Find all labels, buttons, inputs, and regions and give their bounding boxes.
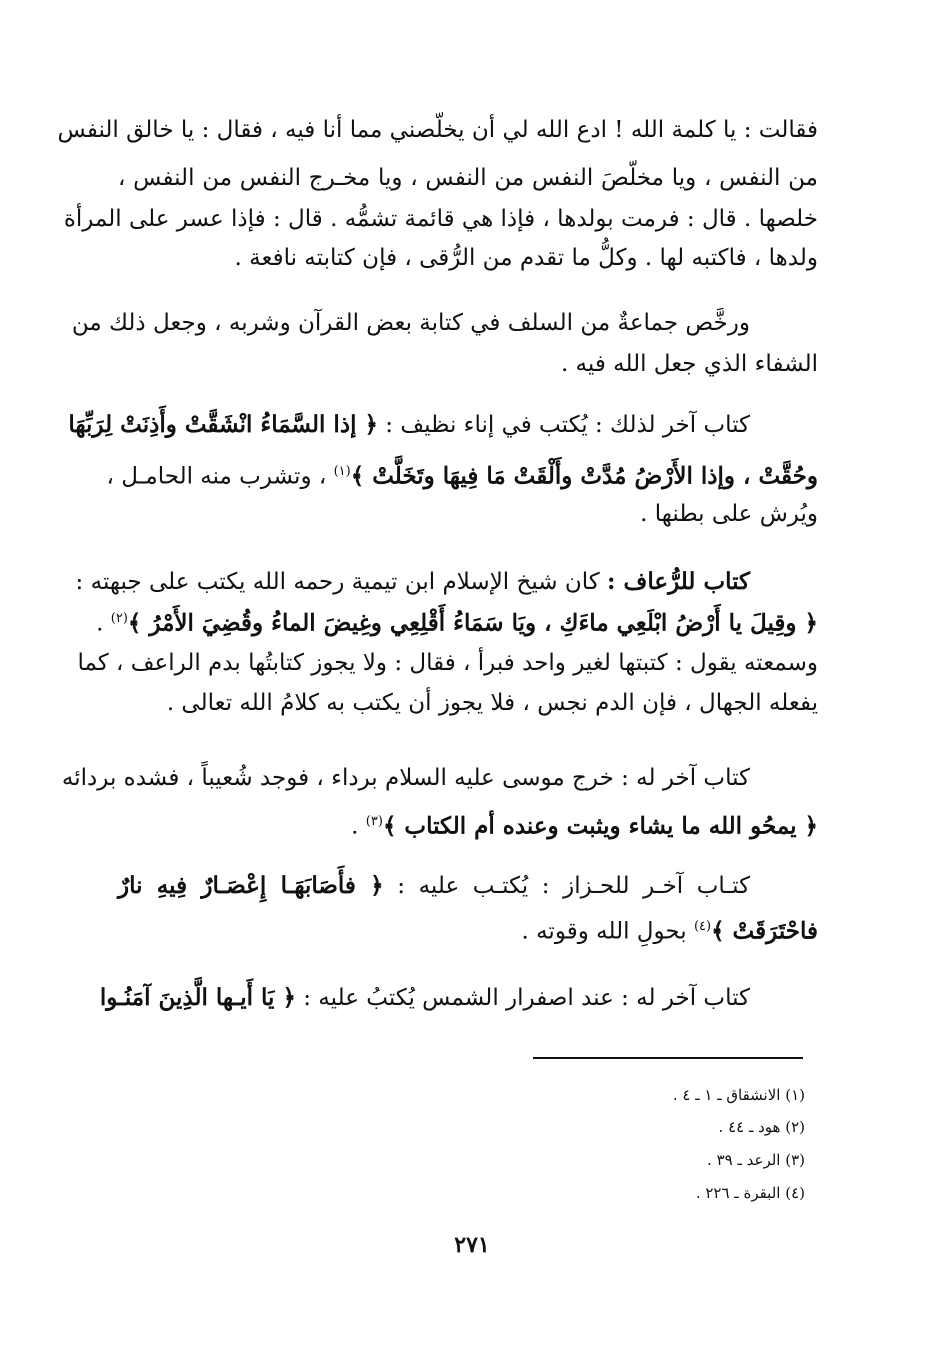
paragraph-4-line-4: يفعله الجهال ، فإن الدم نجس ، فلا يجوز أن يكتب به كلامُ الله تعالى .: [166, 690, 818, 716]
paragraph-6-rest: بحولِ الله وقوته .: [521, 918, 687, 945]
quran-verse: ﴿ يَا أَيـها الَّذِينَ آمَنُـوا: [99, 984, 296, 1011]
section-heading: كتاب للرُّعاف :: [607, 568, 750, 595]
footnote-4: (٤) البقرة ـ ٢٢٦ .: [695, 1184, 805, 1202]
paragraph-1-line-1: فقالت : يا كلمة الله ! ادع الله لي أن يخلّصني مما أنا فيه ، فقال : يا خالق النفس: [57, 117, 818, 143]
paragraph-5-line-2: [118, 802, 818, 842]
quran-verse: ﴿ إذا السَّمَاءُ انْشَقَّتْ وأَذِنَتْ لِرَبِّهَا: [68, 411, 378, 438]
paragraph-4-line-2: [96, 599, 818, 639]
paragraph-1-line-2: من النفس ، ويا مخلّصَ النفس من النفس ، ويا مخـرج النفس من النفس ،: [118, 165, 818, 191]
paragraph-7-line-1: [99, 978, 750, 1018]
footnote-3: (٣) الرعد ـ ٣٩ .: [707, 1151, 805, 1169]
quran-verse: وحُقَّتْ ، وإذا الأَرْضُ مُدَّتْ وأَلْقَتْ مَا فِيهَا وتَخَلَّتْ ﴾: [350, 462, 818, 490]
paragraph-5-line-1: كتاب آخر له : خرج موسى عليه السلام برداء ، فوجد شُعيباً ، فشده بردائه: [61, 765, 750, 791]
paragraph-3-intro: كتاب آخر لذلك : يُكتب في إناء نظيف :: [385, 412, 750, 438]
footnote-divider: [533, 1057, 803, 1059]
paragraph-1-line-3: خلصها . قال : فرمت بولدها ، فإذا هي قائمة تشمُّه . قال : فإذا عسر على المرأة: [63, 206, 818, 232]
footnote-1: (١) الانشقاق ـ ١ ـ ٤ .: [672, 1086, 805, 1104]
paragraph-3-line-3: ويُرش على بطنها .: [640, 501, 818, 527]
quran-verse: فاحْتَرَقَتْ ﴾: [711, 917, 818, 945]
quran-verse: ﴿ فأَصَابَهَـا إِعْصَـارٌ فِيهِ نارٌ: [118, 872, 384, 899]
paragraph-2-line-2: الشفاء الذي جعل الله فيه .: [560, 351, 818, 377]
paragraph-3-line-1: [68, 405, 750, 445]
paragraph-1-line-4: ولدها ، فاكتبه لها . وكلُّ ما تقدم من الرُّقى ، فإن كتابته نافعة .: [234, 245, 818, 271]
footnote-2: (٢) هود ـ ٤٤ .: [718, 1118, 805, 1136]
quran-verse: ﴿ يمحُو الله ما يشاء ويثبت وعنده أم الكتاب ﴾: [382, 812, 818, 840]
paragraph-6-line-2: [118, 907, 818, 947]
paragraph-6-line-1: [118, 866, 750, 906]
sentence-end: .: [96, 610, 104, 637]
footnote-ref: (٢): [110, 611, 128, 626]
paragraph-7-intro: كتاب آخر له : عند اصفرار الشمس يُكتبُ عليه :: [303, 985, 750, 1011]
paragraph-4-line-1: [75, 562, 750, 602]
paragraph-3-line-2: [106, 452, 818, 492]
paragraph-2-line-1: ورخَّص جماعةٌ من السلف في كتابة بعض القرآن وشربه ، وجعل ذلك من: [71, 310, 750, 336]
paragraph-3-rest: ، وتشرب منه الحامـل ،: [106, 463, 327, 490]
paragraph-6-intro: كتـاب آخـر للحـزاز : يُكتـب عليه :: [397, 873, 751, 899]
footnote-ref: (٣): [365, 814, 383, 829]
footnote-ref: (١): [333, 464, 351, 479]
paragraph-4-intro: كان شيخ الإسلام ابن تيمية رحمه الله يكتب على جبهته :: [75, 569, 600, 595]
sentence-end: .: [351, 813, 359, 840]
footnote-ref: (٤): [693, 919, 712, 934]
paragraph-4-line-3: وسمعته يقول : كتبتها لغير واحد فبرأ ، فقال : ولا يجوز كتابتُها بدم الراعف ، كما: [77, 650, 818, 676]
quran-verse: ﴿ وقِيلَ يا أَرْضُ ابْلَعِي ماءَكِ ، ويَا سَمَاءُ أَقْلِعِي وغِيضَ الماءُ وقُضِيَ الأَمْرُ ﴾: [127, 609, 818, 637]
page-number: ٢٧١: [454, 1232, 490, 1258]
